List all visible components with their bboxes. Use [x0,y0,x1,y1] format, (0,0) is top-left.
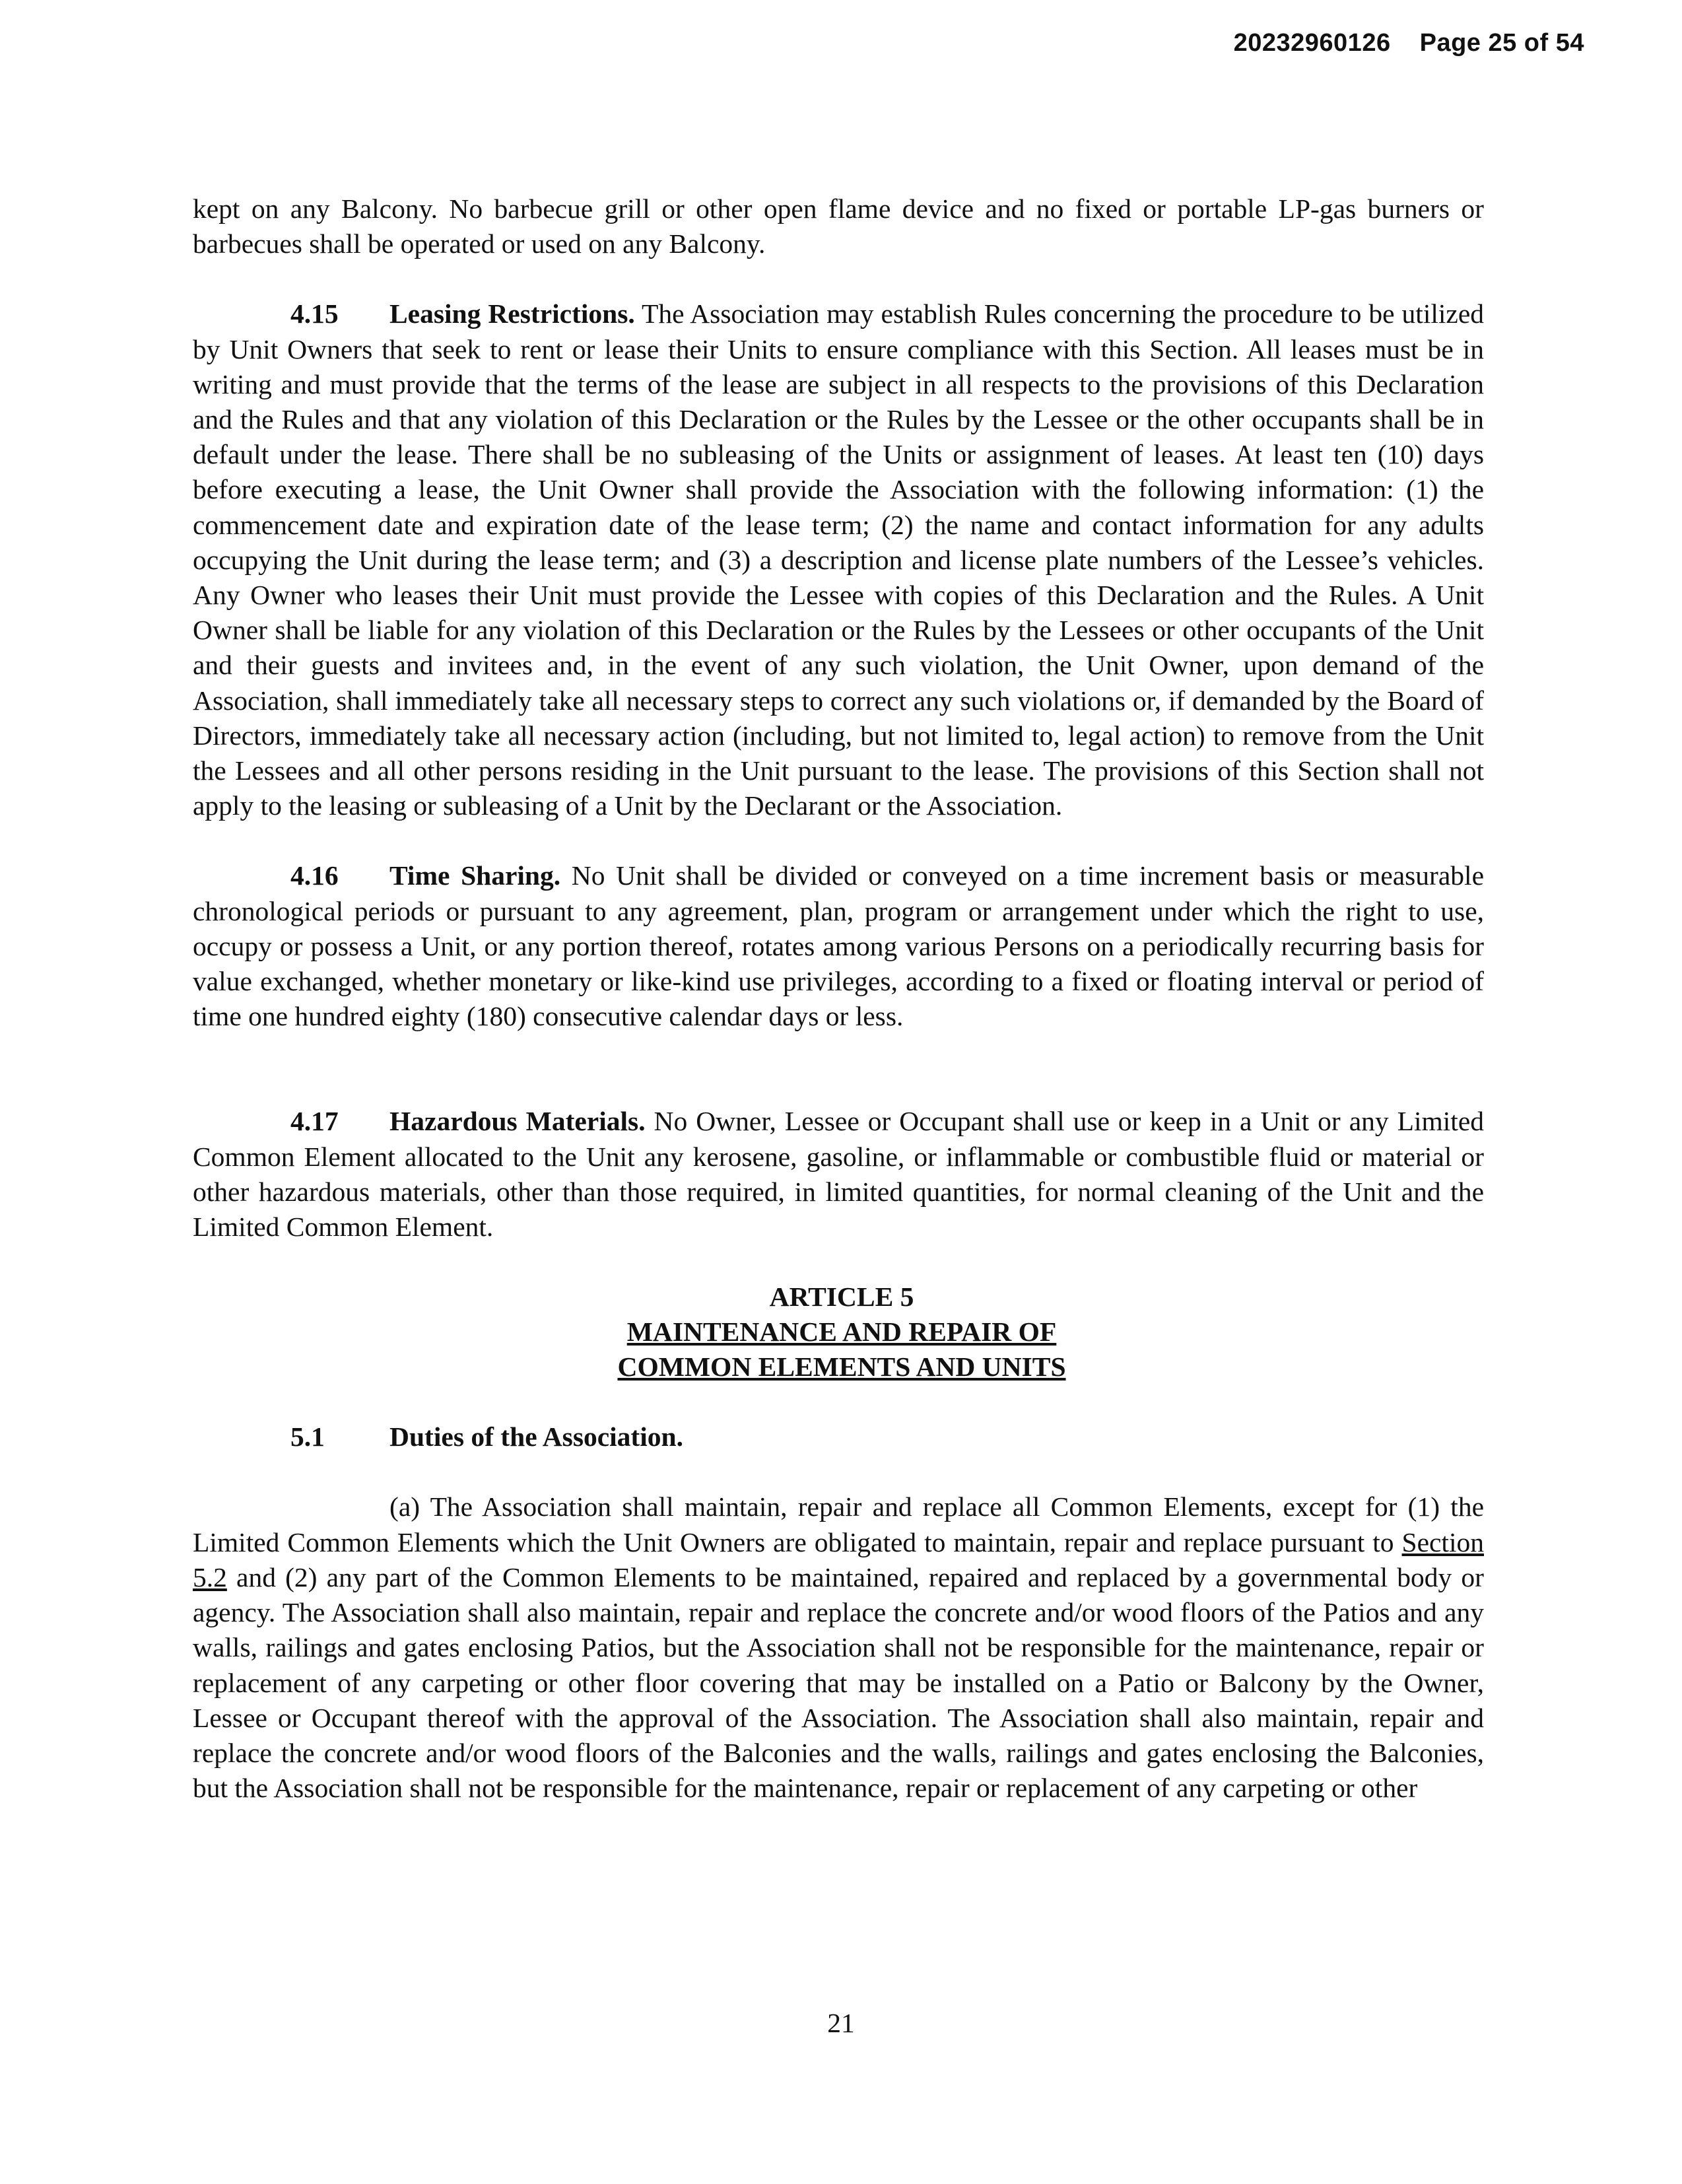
paragraph-text: (a) The Association shall maintain, repair and replace all Common Elements, except for (1) the Limited Common Elements which the Unit Owners are obligated to maintain, repair and replace pursuant to [193,1491,1484,1557]
section-text: No Owner, Lessee or Occupant shall use or keep in a Unit or any Limited Common Element allocated to the Unit any kerosene, gasoline, or inflammable or combustible fluid or material or other hazardous materials, other than those required, in limited quantities, for normal cleaning of the Unit and the Limited Common Element. [193,1106,1484,1243]
section-title: Leasing Restrictions. [389,298,635,329]
section-title: Duties of the Association. [389,1421,683,1452]
section-5-2-reference: Section 5.2 [193,1526,1484,1592]
document-number: 20232960126 [1233,29,1391,57]
section-4-17 [193,1104,1484,1245]
section-number: 4.17 [290,1106,339,1137]
page-indicator: Page 25 of 54 [1419,29,1584,57]
continuation-paragraph: kept on any Balcony. No barbecue grill or other open flame device and no fixed or portable LP-gas burners or barbecues shall be operated or used on any Balcony. [193,193,1484,259]
section-number: 4.16 [290,860,339,891]
section-5-1-heading [290,1419,1484,1454]
section-number: 4.15 [290,298,339,329]
article-heading [199,1280,1484,1384]
section-title: Time Sharing. [389,860,561,891]
paragraph-a [193,1489,1484,1806]
document-body [193,191,1484,1806]
paragraph-text: and (2) any part of the Common Elements to be maintained, repaired and replaced by a governmental body or agency. The Association shall also maintain, repair and replace the concrete and/or wood floors of the Patios and any walls, railings and gates enclosing Patios, but the Association shall not be responsible for the maintenance, repair or replacement of any carpeting or other floor covering that may be installed on a Patio or Balcony by the Owner, Lessee or Occupant thereof with the approval of the Association. The Association shall also maintain, repair and replace the concrete and/or wood floors of the Balconies and the walls, railings and gates enclosing the Balconies, but the Association shall not be responsible for the maintenance, repair or replacement of any carpeting or other [193,1561,1484,1804]
section-number: 5.1 [290,1421,325,1452]
section-4-15 [193,296,1484,823]
page-header [1234,29,1584,57]
article-label: ARTICLE 5 [769,1281,914,1313]
page-number: 21 [827,2008,855,2038]
section-text: No Unit shall be divided or conveyed on a time increment basis or measurable chronological periods or pursuant to any agreement, plan, program or arrangement under which the right to use, occupy or possess a Unit, or any portion thereof, rotates among various Persons on a periodically recurring basis for value exchanged, whether monetary or like-kind use privileges, according to a fixed or floating interval or period of time one hundred eighty (180) consecutive calendar days or less. [193,860,1484,1032]
section-4-16 [193,858,1484,1034]
section-title: Hazardous Materials. [389,1106,646,1137]
section-text: The Association may establish Rules concerning the procedure to be utilized by Unit Owners that seek to rent or lease their Units to ensure compliance with this Section. All leases must be in writing and must provide that the terms of the lease are subject in all respects to the provisions of this Declaration and the Rules and that any violation of this Declaration or the Rules by the Lessee or the other occupants shall be in default under the lease. There shall be no subleasing of the Units or assignment of leases. At least ten (10) days before executing a lease, the Unit Owner shall provide the Association with the following information: (1) the commencement date and expiration date of the lease term; (2) the name and contact information for any adults occupying the Unit during the lease term; and (3) a description and license plate numbers of the Lessee’s vehicles. Any Owner who leases their Unit must provide the Lessee with copies of this Declaration and the Rules. A Unit Owner shall be liable for any violation of this Declaration or the Rules by the Lessees or other occupants of the Unit and their guests and invitees and, in the event of any such violation, the Unit Owner, upon demand of the Association, shall immediately take all necessary steps to correct any such violations or, if demanded by the Board of Directors, immediately take all necessary action (including, but not limited to, legal action) to remove from the Unit the Lessees and all other persons residing in the Unit pursuant to the lease. The provisions of this Section shall not apply to the leasing or subleasing of a Unit by the Declarant or the Association. [193,298,1485,821]
article-title-line-2: COMMON ELEMENTS AND UNITS [617,1351,1066,1382]
article-title-line-1: MAINTENANCE AND REPAIR OF [626,1316,1057,1348]
